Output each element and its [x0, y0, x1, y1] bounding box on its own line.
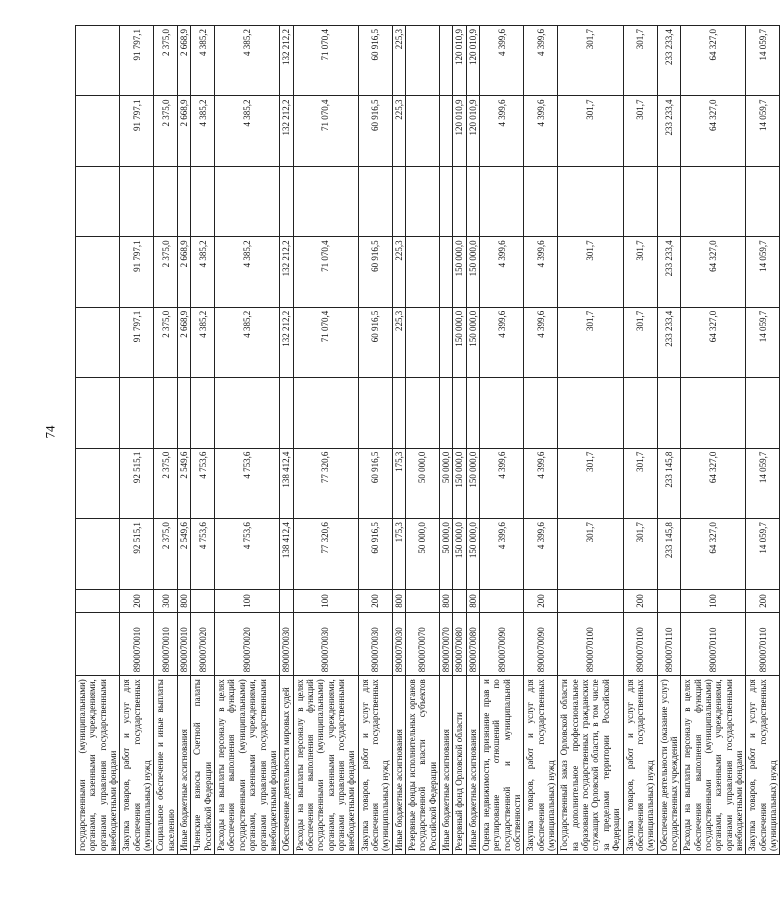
amount-cell: 64 327,0 — [681, 307, 746, 377]
amount-cell — [76, 26, 120, 96]
table-row — [558, 26, 623, 855]
expense-type-cell: 800 — [392, 589, 405, 613]
amount-cell — [440, 307, 453, 377]
target-code-cell: 8900070110 — [681, 613, 746, 676]
amount-cell: 60 916,5 — [358, 237, 392, 307]
row-name-cell: Закупка товаров, работ и услуг для обеспечения государственных (муниципальных) нужд — [524, 676, 558, 855]
amount-cell — [178, 378, 191, 448]
amount-cell: 14 059,7 — [746, 237, 780, 307]
amount-cell: 92 515,1 — [120, 519, 154, 589]
amount-cell: 60 916,5 — [358, 448, 392, 518]
amount-cell: 64 327,0 — [681, 448, 746, 518]
amount-cell: 4 385,2 — [215, 26, 280, 96]
amount-cell: 301,7 — [623, 448, 657, 518]
amount-cell — [76, 96, 120, 166]
amount-cell — [191, 378, 215, 448]
amount-cell: 132 212,2 — [280, 26, 293, 96]
amount-cell: 2 375,0 — [154, 519, 178, 589]
target-code-cell: 8900070110 — [657, 613, 681, 676]
amount-cell: 50 000,0 — [440, 448, 453, 518]
expense-type-cell: 200 — [524, 589, 558, 613]
amount-cell — [440, 378, 453, 448]
row-name-cell: Закупка товаров, работ и услуг для обеспечения государственных (муниципальных) нужд — [120, 676, 154, 855]
amount-cell: 4 399,6 — [524, 519, 558, 589]
amount-cell — [76, 166, 120, 236]
amount-cell — [558, 166, 623, 236]
amount-cell: 77 320,6 — [293, 519, 358, 589]
table-row — [191, 26, 215, 855]
amount-cell — [681, 166, 746, 236]
amount-cell: 77 320,6 — [293, 448, 358, 518]
table-row — [76, 26, 120, 855]
amount-cell: 50 000,0 — [440, 519, 453, 589]
amount-cell: 60 916,5 — [358, 26, 392, 96]
target-code-cell: 8900070010 — [154, 613, 178, 676]
amount-cell: 4 753,6 — [191, 448, 215, 518]
table-row — [746, 26, 780, 855]
expense-type-cell: 800 — [440, 589, 453, 613]
amount-cell: 225,3 — [392, 307, 405, 377]
amount-cell: 4 399,6 — [524, 26, 558, 96]
row-name-cell: Государственный заказ Орловской области на дополнительное профессиональное образование государственных гражданских служащих Орловской области, в том числе за пределами территории Российской Федерации — [558, 676, 623, 855]
table-row — [681, 26, 746, 855]
expense-type-cell: 100 — [293, 589, 358, 613]
amount-cell: 132 212,2 — [280, 307, 293, 377]
row-name-cell: Обеспечение деятельности мировых судей — [280, 676, 293, 855]
row-name-cell: Резервные фонды исполнительных органов государственной власти субъектов Российской Федерации — [405, 676, 439, 855]
amount-cell: 301,7 — [558, 307, 623, 377]
amount-cell: 4 399,6 — [480, 519, 524, 589]
amount-cell — [440, 96, 453, 166]
amount-cell: 4 399,6 — [524, 448, 558, 518]
amount-cell: 233 233,4 — [657, 307, 681, 377]
amount-cell — [392, 166, 405, 236]
amount-cell — [681, 378, 746, 448]
amount-cell: 132 212,2 — [280, 96, 293, 166]
amount-cell — [76, 237, 120, 307]
expense-type-cell — [453, 589, 466, 613]
amount-cell — [657, 378, 681, 448]
amount-cell: 225,3 — [392, 96, 405, 166]
amount-cell: 301,7 — [558, 448, 623, 518]
amount-cell: 4 385,2 — [215, 96, 280, 166]
amount-cell: 71 070,4 — [293, 237, 358, 307]
row-name-cell: Иные бюджетные ассигнования — [440, 676, 453, 855]
table-row — [524, 26, 558, 855]
amount-cell: 4 753,6 — [215, 519, 280, 589]
table-row — [215, 26, 280, 855]
row-name-cell: Членские взносы Счетной палаты Российской Федерации — [191, 676, 215, 855]
amount-cell: 2 375,0 — [154, 307, 178, 377]
amount-cell: 4 385,2 — [191, 96, 215, 166]
budget-table — [75, 25, 780, 855]
amount-cell — [405, 26, 439, 96]
amount-cell: 4 399,6 — [524, 237, 558, 307]
target-code-cell: 8900070030 — [392, 613, 405, 676]
amount-cell: 91 797,1 — [120, 26, 154, 96]
target-code-cell: 8900070070 — [405, 613, 439, 676]
amount-cell: 233 145,8 — [657, 448, 681, 518]
amount-cell: 4 385,2 — [191, 237, 215, 307]
amount-cell: 2 668,9 — [178, 96, 191, 166]
table-row — [178, 26, 191, 855]
expense-type-cell: 200 — [120, 589, 154, 613]
amount-cell — [358, 166, 392, 236]
amount-cell: 2 375,0 — [154, 26, 178, 96]
amount-cell: 150 000,0 — [466, 519, 479, 589]
amount-cell: 150 000,0 — [453, 519, 466, 589]
amount-cell: 150 000,0 — [466, 448, 479, 518]
amount-cell — [280, 378, 293, 448]
target-code-cell: 8900070020 — [215, 613, 280, 676]
amount-cell — [623, 166, 657, 236]
amount-cell: 60 916,5 — [358, 519, 392, 589]
amount-cell: 14 059,7 — [746, 307, 780, 377]
amount-cell — [453, 378, 466, 448]
table-row — [466, 26, 479, 855]
amount-cell: 175,3 — [392, 448, 405, 518]
amount-cell: 4 399,6 — [524, 307, 558, 377]
amount-cell — [440, 26, 453, 96]
amount-cell — [191, 166, 215, 236]
expense-type-cell: 800 — [178, 589, 191, 613]
amount-cell — [453, 166, 466, 236]
amount-cell — [657, 166, 681, 236]
amount-cell: 71 070,4 — [293, 96, 358, 166]
amount-cell: 233 145,8 — [657, 519, 681, 589]
target-code-cell: 8900070010 — [178, 613, 191, 676]
row-name-cell: Иные бюджетные ассигнования — [392, 676, 405, 855]
expense-type-cell — [280, 589, 293, 613]
expense-type-cell — [405, 589, 439, 613]
amount-cell: 150 000,0 — [453, 307, 466, 377]
amount-cell — [746, 378, 780, 448]
amount-cell — [392, 378, 405, 448]
amount-cell: 64 327,0 — [681, 26, 746, 96]
table-row — [120, 26, 154, 855]
table-row — [358, 26, 392, 855]
row-name-cell: Расходы на выплаты персоналу в целях обеспечения выполнения функций государственными (муниципальными) органами, казенными учреждениями, органами управления государственными внебюджетными фондами — [215, 676, 280, 855]
row-name-cell: Иные бюджетные ассигнования — [466, 676, 479, 855]
amount-cell — [524, 378, 558, 448]
amount-cell: 138 412,4 — [280, 519, 293, 589]
amount-cell: 233 233,4 — [657, 237, 681, 307]
amount-cell: 64 327,0 — [681, 237, 746, 307]
row-name-cell: Оценка недвижимости, признание прав и регулирование отношений по государственной и муниципальной собственности — [480, 676, 524, 855]
expense-type-cell: 200 — [623, 589, 657, 613]
amount-cell: 138 412,4 — [280, 448, 293, 518]
amount-cell: 4 399,6 — [480, 307, 524, 377]
table-row — [405, 26, 439, 855]
page-number: 74 — [42, 425, 58, 439]
target-code-cell: 8900070080 — [466, 613, 479, 676]
amount-cell — [120, 166, 154, 236]
amount-cell: 64 327,0 — [681, 519, 746, 589]
amount-cell — [405, 237, 439, 307]
amount-cell: 2 549,6 — [178, 448, 191, 518]
amount-cell: 120 010,9 — [453, 26, 466, 96]
amount-cell — [558, 378, 623, 448]
amount-cell — [293, 378, 358, 448]
amount-cell: 225,3 — [392, 26, 405, 96]
target-code-cell: 8900070030 — [358, 613, 392, 676]
amount-cell: 14 059,7 — [746, 448, 780, 518]
amount-cell: 50 000,0 — [405, 519, 439, 589]
amount-cell — [76, 378, 120, 448]
target-code-cell: 8900070110 — [746, 613, 780, 676]
amount-cell: 64 327,0 — [681, 96, 746, 166]
expense-type-cell: 100 — [681, 589, 746, 613]
target-code-cell: 8900070030 — [293, 613, 358, 676]
amount-cell: 14 059,7 — [746, 96, 780, 166]
amount-cell — [405, 96, 439, 166]
amount-cell: 4 399,6 — [480, 96, 524, 166]
expense-type-cell — [480, 589, 524, 613]
amount-cell: 301,7 — [558, 26, 623, 96]
amount-cell — [466, 166, 479, 236]
expense-type-cell: 800 — [466, 589, 479, 613]
target-code-cell: 8900070030 — [280, 613, 293, 676]
expense-type-cell — [191, 589, 215, 613]
table-row — [657, 26, 681, 855]
amount-cell: 301,7 — [558, 96, 623, 166]
amount-cell: 301,7 — [623, 26, 657, 96]
amount-cell: 301,7 — [623, 237, 657, 307]
amount-cell: 233 233,4 — [657, 26, 681, 96]
amount-cell: 91 797,1 — [120, 96, 154, 166]
amount-cell — [466, 378, 479, 448]
table-row — [392, 26, 405, 855]
amount-cell: 150 000,0 — [466, 237, 479, 307]
amount-cell: 150 000,0 — [453, 237, 466, 307]
amount-cell: 301,7 — [623, 519, 657, 589]
amount-cell — [623, 378, 657, 448]
target-code-cell: 8900070100 — [623, 613, 657, 676]
target-code-cell: 8900070020 — [191, 613, 215, 676]
amount-cell: 4 399,6 — [524, 96, 558, 166]
amount-cell: 50 000,0 — [405, 448, 439, 518]
amount-cell — [405, 307, 439, 377]
amount-cell: 132 212,2 — [280, 237, 293, 307]
amount-cell — [440, 166, 453, 236]
amount-cell — [178, 166, 191, 236]
row-name-cell: Иные бюджетные ассигнования — [178, 676, 191, 855]
amount-cell: 60 916,5 — [358, 96, 392, 166]
amount-cell — [746, 166, 780, 236]
amount-cell — [215, 166, 280, 236]
amount-cell: 120 010,9 — [466, 96, 479, 166]
amount-cell — [405, 378, 439, 448]
amount-cell: 2 668,9 — [178, 307, 191, 377]
row-name-cell: Социальное обеспечение и иные выплаты населению — [154, 676, 178, 855]
amount-cell: 4 399,6 — [480, 448, 524, 518]
table-body — [76, 26, 780, 855]
amount-cell — [120, 378, 154, 448]
amount-cell — [440, 237, 453, 307]
expense-type-cell: 300 — [154, 589, 178, 613]
amount-cell: 150 000,0 — [453, 448, 466, 518]
expense-type-cell — [657, 589, 681, 613]
amount-cell: 4 399,6 — [480, 26, 524, 96]
expense-type-cell — [558, 589, 623, 613]
amount-cell: 91 797,1 — [120, 237, 154, 307]
amount-cell: 2 375,0 — [154, 237, 178, 307]
amount-cell: 71 070,4 — [293, 307, 358, 377]
amount-cell — [480, 378, 524, 448]
target-code-cell: 8900070100 — [558, 613, 623, 676]
table-row — [154, 26, 178, 855]
amount-cell: 71 070,4 — [293, 26, 358, 96]
amount-cell: 92 515,1 — [120, 448, 154, 518]
amount-cell: 60 916,5 — [358, 307, 392, 377]
expense-type-cell: 200 — [358, 589, 392, 613]
row-name-cell: Расходы на выплаты персоналу в целях обеспечения выполнения функций государственными (муниципальными) органами, казенными учреждениями, органами управления государственными внебюджетными фондами — [293, 676, 358, 855]
table-row — [623, 26, 657, 855]
amount-cell: 150 000,0 — [466, 307, 479, 377]
expense-type-cell: 200 — [746, 589, 780, 613]
row-name-cell: Резервный фонд Орловской области — [453, 676, 466, 855]
amount-cell: 2 375,0 — [154, 96, 178, 166]
amount-cell: 4 385,2 — [215, 307, 280, 377]
amount-cell: 301,7 — [623, 307, 657, 377]
target-code-cell: 8900070090 — [524, 613, 558, 676]
amount-cell: 4 385,2 — [215, 237, 280, 307]
amount-cell — [280, 166, 293, 236]
amount-cell: 2 375,0 — [154, 448, 178, 518]
target-code-cell — [76, 613, 120, 676]
amount-cell: 2 668,9 — [178, 26, 191, 96]
amount-cell: 4 753,6 — [191, 519, 215, 589]
table-row — [453, 26, 466, 855]
amount-cell — [524, 166, 558, 236]
amount-cell: 175,3 — [392, 519, 405, 589]
amount-cell: 2 668,9 — [178, 237, 191, 307]
target-code-cell: 8900070080 — [453, 613, 466, 676]
amount-cell — [76, 519, 120, 589]
amount-cell: 4 753,6 — [215, 448, 280, 518]
expense-type-cell — [76, 589, 120, 613]
amount-cell: 14 059,7 — [746, 519, 780, 589]
amount-cell — [154, 166, 178, 236]
table-row — [280, 26, 293, 855]
row-name-cell: Закупка товаров, работ и услуг для обеспечения государственных (муниципальных) нужд — [623, 676, 657, 855]
amount-cell: 4 385,2 — [191, 26, 215, 96]
target-code-cell: 8900070010 — [120, 613, 154, 676]
row-name-cell: Закупка товаров, работ и услуг для обеспечения государственных (муниципальных) нужд — [358, 676, 392, 855]
amount-cell — [76, 307, 120, 377]
table-row — [440, 26, 453, 855]
row-name-cell: Закупка товаров, работ и услуг для обеспечения государственных (муниципальных) нужд — [746, 676, 780, 855]
expense-type-cell: 100 — [215, 589, 280, 613]
table-row — [480, 26, 524, 855]
amount-cell: 91 797,1 — [120, 307, 154, 377]
amount-cell: 301,7 — [623, 96, 657, 166]
amount-cell — [76, 448, 120, 518]
amount-cell — [293, 166, 358, 236]
row-name-cell: Расходы на выплаты персоналу в целях обеспечения выполнения функций государственными (муниципальными) органами, казенными учреждениями, органами управления государственными внебюджетными фондами — [681, 676, 746, 855]
amount-cell: 4 399,6 — [480, 237, 524, 307]
table-row — [293, 26, 358, 855]
amount-cell: 14 059,7 — [746, 26, 780, 96]
amount-cell — [215, 378, 280, 448]
amount-cell: 2 549,6 — [178, 519, 191, 589]
target-code-cell: 8900070090 — [480, 613, 524, 676]
amount-cell: 233 233,4 — [657, 96, 681, 166]
amount-cell: 120 010,9 — [453, 96, 466, 166]
target-code-cell: 8900070070 — [440, 613, 453, 676]
amount-cell: 225,3 — [392, 237, 405, 307]
row-name-cell: государственными (муниципальными) органами, казенными учреждениями, органами управления государственными внебюджетными фондами — [76, 676, 120, 855]
row-name-cell: Обеспечение деятельности (оказание услуг) государственных учреждений — [657, 676, 681, 855]
amount-cell — [405, 166, 439, 236]
rotated-table-sheet — [75, 25, 778, 855]
amount-cell: 4 385,2 — [191, 307, 215, 377]
amount-cell — [480, 166, 524, 236]
amount-cell: 301,7 — [558, 519, 623, 589]
amount-cell: 120 010,9 — [466, 26, 479, 96]
amount-cell: 301,7 — [558, 237, 623, 307]
amount-cell — [154, 378, 178, 448]
amount-cell — [358, 378, 392, 448]
